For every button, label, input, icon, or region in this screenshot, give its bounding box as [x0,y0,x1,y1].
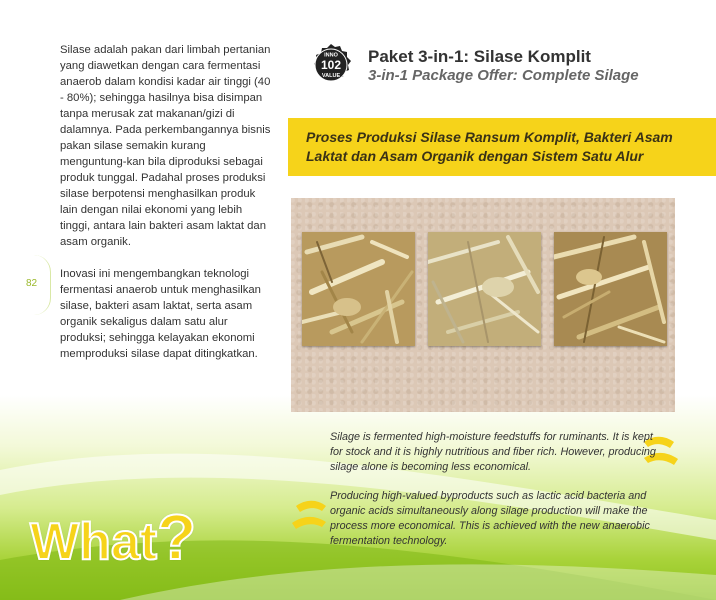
badge-number: 102 [320,58,342,72]
english-paragraph-1: Silage is fermented high-moisture feedstuffs for ruminants. It is kept for stock and it is highly nutritious and fiber rich. However, producing silage alone is becoming less economical. [330,431,656,473]
indonesian-body-text [60,42,275,378]
english-body-text [330,430,660,563]
inno-value-badge [310,44,352,86]
english-paragraph-2: Producing high-valued byproducts such as lactic acid bacteria and organic acids simultaneously along silage production will make the process more economical. This is achieved with the new anaerobic fermentation technology. [330,490,650,547]
badge-line1: INNO [324,52,338,59]
indonesian-paragraph-1: Silase adalah pakan dari limbah pertanian yang diawetkan dengan cara fermentasi anaerob dalam kondisi kadar air tinggi (40 - 80%); sehingga hasilnya bisa disimpan tanpa merusak zat makanan/gizi di dalamnya. Pada perkembangannya bisnis pakan silase semakin kurang menguntung-kan bila diproduksi sebagai produk tunggal. Padahal proses produksi silase berpotensi menghasilkan produk lain dengan nilai ekonomi yang lebih tinggi, antara lain bakteri asam laktat dan asam organik. [60,44,271,248]
page-number: 82 [26,278,38,289]
question-mark: ? [157,501,197,573]
highlight-text: Proses Produksi Silase Ransum Komplit, Bakteri Asam Laktat dan Asam Organik dengan Sistem Satu Alur [306,129,673,164]
badge-line2: VALUE [321,73,341,79]
silage-sample-photo-2 [428,232,541,346]
silage-sample-photo-3 [554,232,667,346]
title-main: Paket 3-in-1: Silase Komplit [368,47,591,66]
title-subtitle: 3-in-1 Package Offer: Complete Silage [368,67,639,84]
what-word: What [30,513,158,571]
silage-sample-photo-1 [302,232,415,346]
opening-quote-icon [286,496,330,540]
highlight-box [288,118,716,176]
silage-photo-board [291,198,675,412]
indonesian-paragraph-2: Inovasi ini mengembangkan teknologi fermentasi anaerob untuk menghasilkan silase, bakteri asam laktat, serta asam organik sekaligus dalam satu alur produksi; sehingga kelayakan ekonomi memproduksi silase dapat ditingkatkan. [60,268,261,360]
what-heading [30,500,196,574]
